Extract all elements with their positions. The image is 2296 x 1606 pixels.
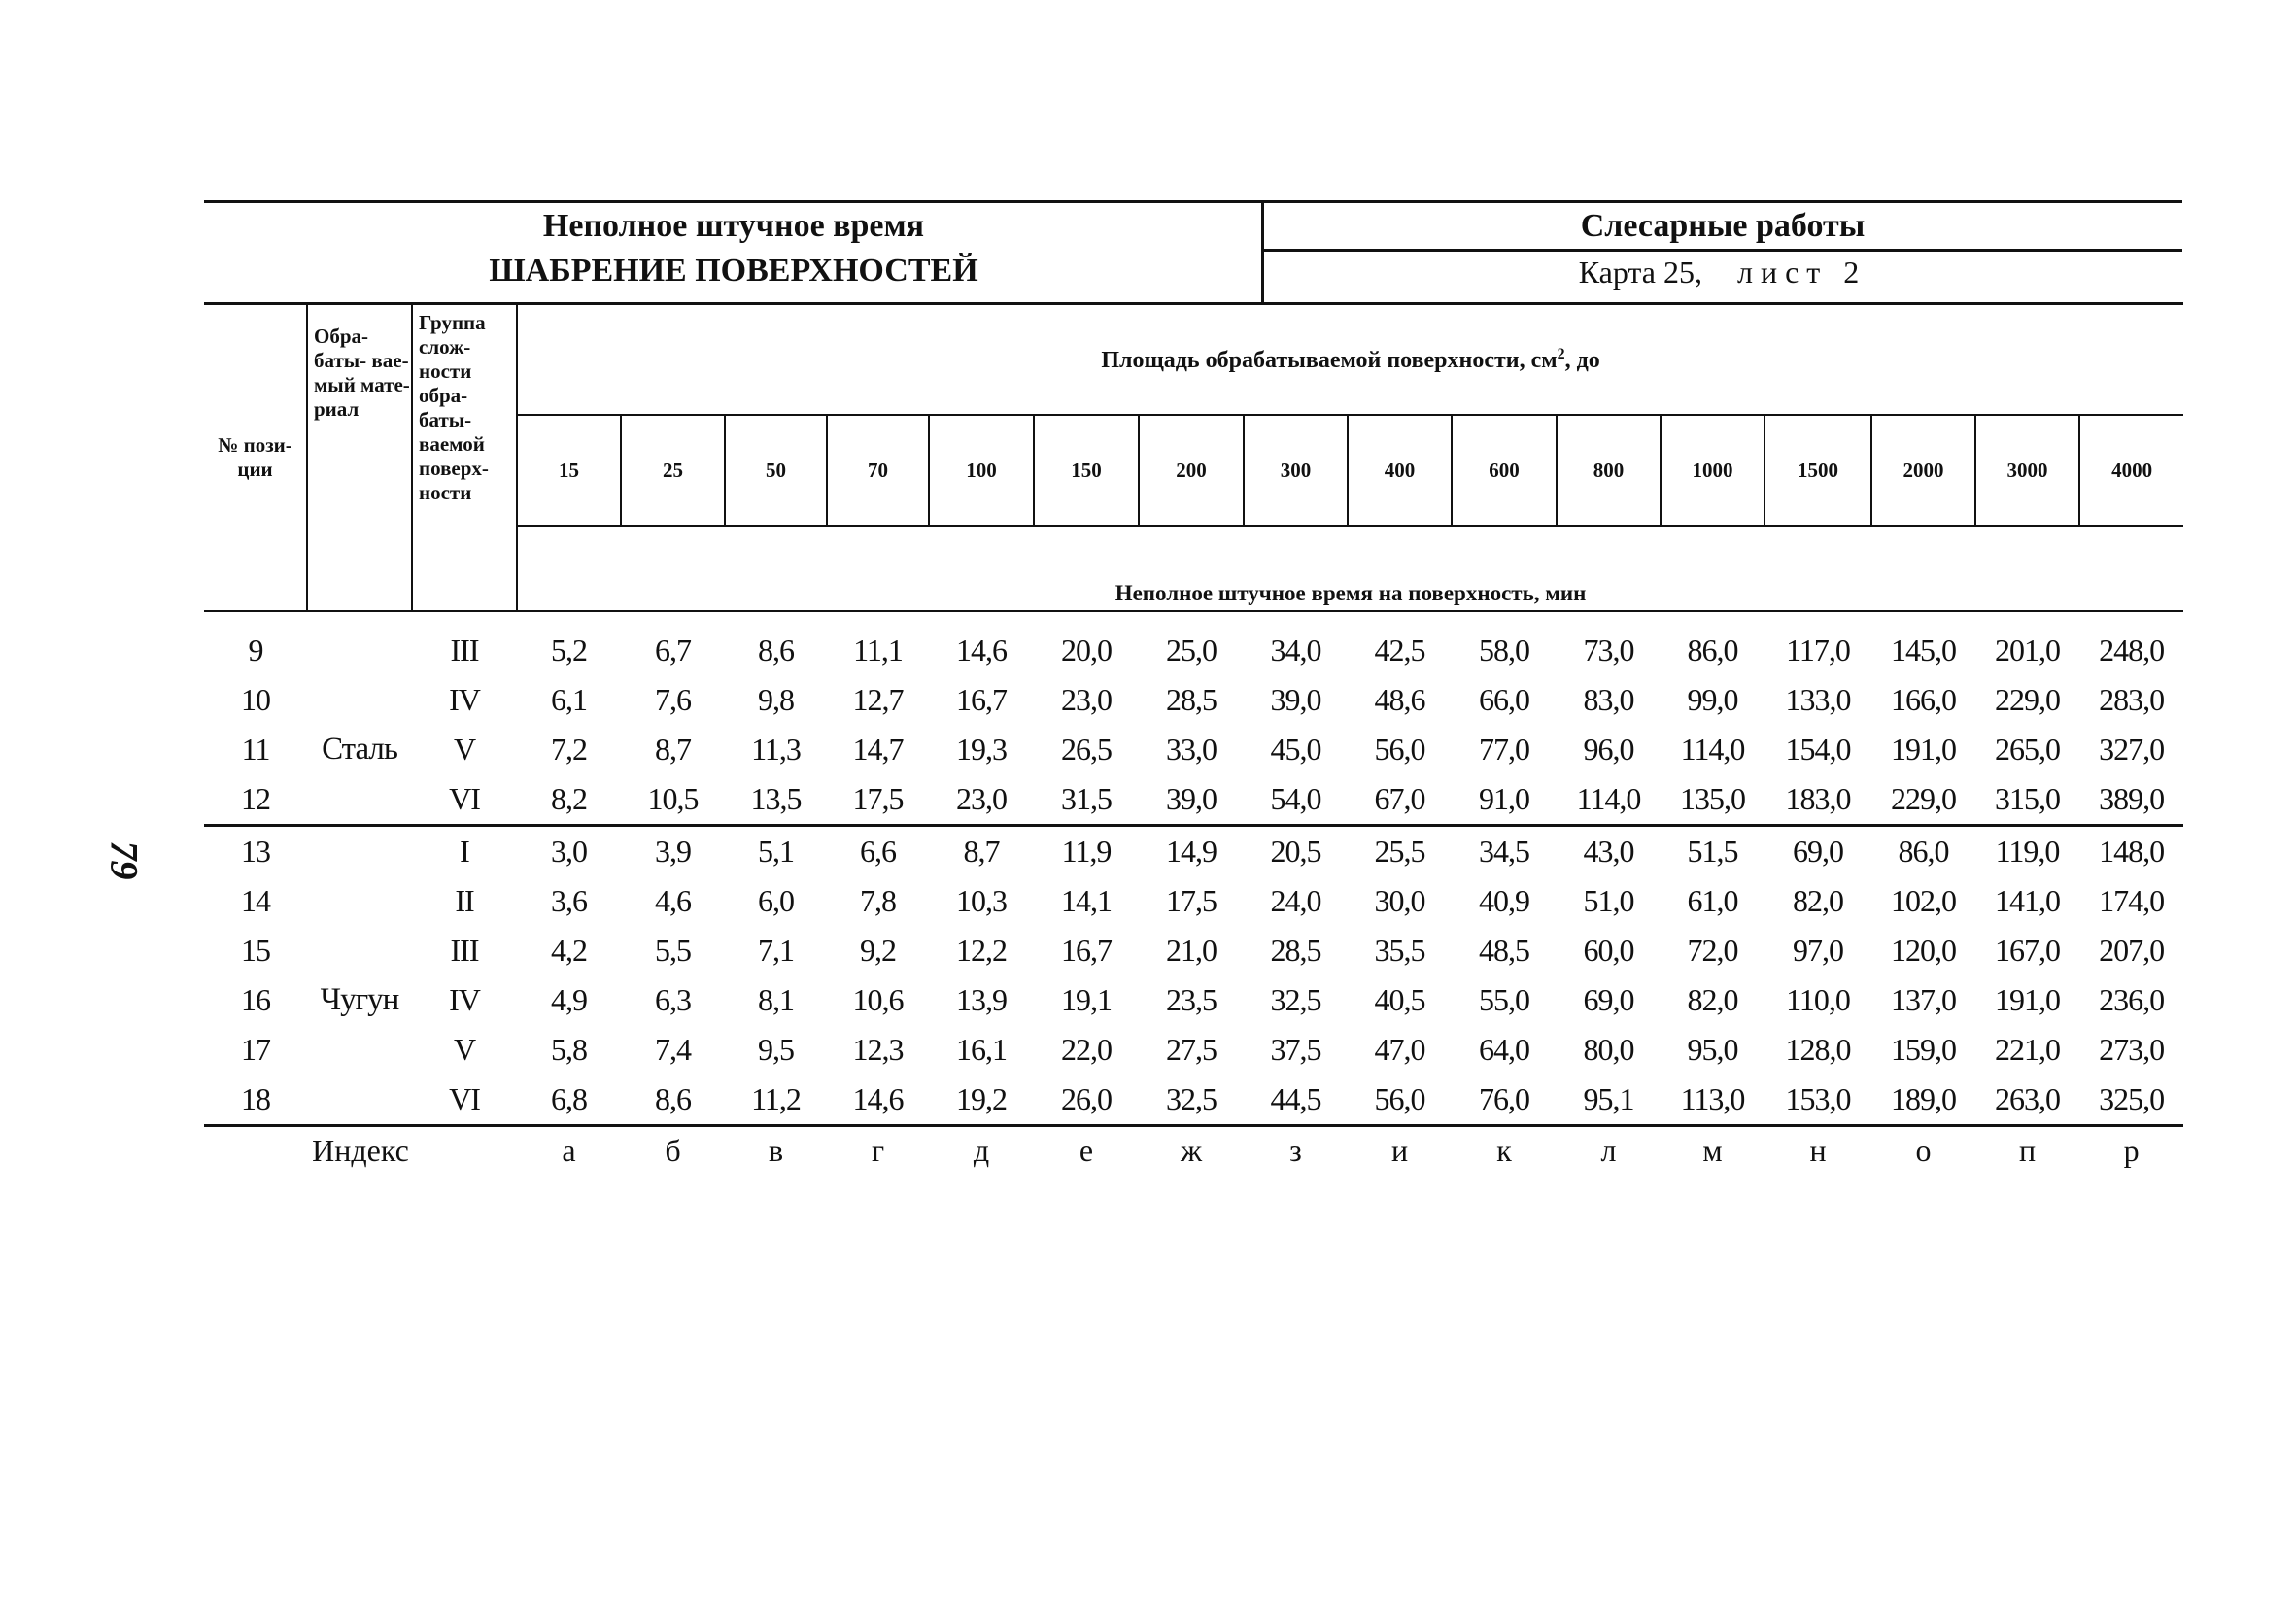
value-cell: 183,0	[1785, 781, 1851, 816]
area-header-cell: 600	[1452, 415, 1557, 526]
value-cell: 207,0	[2099, 933, 2165, 968]
value-cell: 189,0	[1871, 1075, 1975, 1126]
group-cell: IV	[449, 982, 480, 1017]
value-cell: 33,0	[1166, 732, 1217, 767]
value-cell: 5,1	[725, 826, 827, 877]
value-cell: 77,0	[1479, 732, 1529, 767]
value-cell: 58,0	[1479, 632, 1529, 667]
sheet-number: лист 2	[1737, 255, 1868, 290]
value-cell: 17,5	[852, 781, 904, 816]
value-cell: 3,0	[517, 826, 621, 877]
value-cell: 12,7	[852, 682, 904, 717]
value-cell: 229,0	[1891, 781, 1956, 816]
value-cell: 16,7	[956, 682, 1007, 717]
table-body	[204, 611, 2183, 1126]
value-cell: 23,5	[1166, 982, 1217, 1017]
value-cell: 66,0	[1479, 682, 1529, 717]
value-cell: 14,9	[1139, 826, 1244, 877]
value-cell: 22,0	[1061, 1032, 1112, 1067]
table-row	[204, 876, 2183, 926]
area-caption-suffix: , до	[1564, 347, 1600, 373]
value-cell: 48,5	[1479, 933, 1529, 968]
value-cell: 6,7	[655, 632, 691, 667]
area-header-cell: 3000	[1975, 415, 2079, 526]
group-cell: VI	[412, 1075, 517, 1126]
value-cell: 45,0	[1270, 732, 1321, 767]
material-cell-empty	[307, 926, 412, 975]
value-cell: 11,9	[1034, 826, 1139, 877]
group-cell: V	[453, 732, 476, 767]
value-cell: 69,0	[1583, 982, 1634, 1017]
index-row	[204, 1126, 2183, 1175]
value-cell: 229,0	[1995, 682, 2060, 717]
table-row	[204, 725, 2183, 774]
value-cell: 5,8	[551, 1032, 587, 1067]
column-header-material: Обра- баты- вае- мый мате- риал	[307, 304, 412, 612]
value-cell: 4,2	[551, 933, 587, 968]
value-cell: 315,0	[1995, 781, 2060, 816]
value-cell: 10,6	[852, 982, 904, 1017]
material-cell-empty	[307, 611, 412, 675]
group-cell: V	[453, 1032, 476, 1067]
position-cell: 17	[241, 1032, 270, 1067]
position-cell: 14	[241, 883, 270, 918]
value-cell: 9,2	[860, 933, 896, 968]
table-row	[204, 1025, 2183, 1075]
value-cell: 325,0	[2079, 1075, 2183, 1126]
value-cell: 28,5	[1270, 933, 1321, 968]
area-header-cell: 2000	[1871, 415, 1975, 526]
value-cell: 110,0	[1786, 982, 1850, 1017]
value-cell: 37,5	[1270, 1032, 1321, 1067]
value-cell: 9,8	[758, 682, 794, 717]
index-letter: в	[768, 1132, 784, 1168]
value-cell: 9,5	[758, 1032, 794, 1067]
position-cell: 9	[248, 632, 263, 667]
area-header-cell: 150	[1034, 415, 1139, 526]
value-cell: 47,0	[1374, 1032, 1425, 1067]
index-label: Индекс	[312, 1132, 409, 1168]
table-row	[204, 1075, 2183, 1126]
value-cell: 5,2	[551, 632, 587, 667]
title-line1: Неполное штучное время	[542, 208, 925, 244]
value-cell: 31,5	[1061, 781, 1112, 816]
value-cell: 7,2	[551, 732, 587, 767]
position-cell: 16	[241, 982, 270, 1017]
value-cell: 145,0	[1891, 632, 1956, 667]
value-cell: 19,1	[1061, 982, 1112, 1017]
value-cell: 263,0	[1975, 1075, 2079, 1126]
value-cell: 120,0	[1891, 933, 1956, 968]
area-header-cell: 50	[725, 415, 827, 526]
area-caption-sup: 2	[1557, 345, 1565, 362]
value-cell: 14,7	[852, 732, 904, 767]
table-row	[204, 611, 2183, 675]
value-cell: 55,0	[1479, 982, 1529, 1017]
group-cell: III	[450, 632, 479, 667]
norms-table	[204, 302, 2183, 1174]
value-cell: 19,3	[956, 732, 1007, 767]
value-cell: 117,0	[1786, 632, 1850, 667]
title-line2: ШАБРЕНИЕ ПОВЕРХНОСТЕЙ	[489, 253, 978, 289]
value-cell: 39,0	[1166, 781, 1217, 816]
value-cell: 154,0	[1785, 732, 1851, 767]
value-cell: 44,5	[1244, 1075, 1348, 1126]
value-cell: 8,7	[929, 826, 1034, 877]
value-cell: 102,0	[1891, 883, 1956, 918]
value-cell: 61,0	[1687, 883, 1738, 918]
index-letter: и	[1390, 1132, 1409, 1168]
value-cell: 7,4	[655, 1032, 691, 1067]
position-cell: 15	[241, 933, 270, 968]
index-letter: а	[562, 1132, 576, 1168]
value-cell: 20,5	[1244, 826, 1348, 877]
value-cell: 8,2	[551, 781, 587, 816]
position-cell: 13	[204, 826, 307, 877]
value-cell: 83,0	[1583, 682, 1634, 717]
value-cell: 3,9	[621, 826, 725, 877]
group-cell: II	[455, 883, 474, 918]
index-letter: н	[1809, 1132, 1827, 1168]
position-cell: 11	[241, 732, 270, 767]
value-cell: 16,1	[956, 1032, 1007, 1067]
value-cell: 135,0	[1680, 781, 1745, 816]
value-cell: 5,5	[655, 933, 691, 968]
material-cell-empty	[307, 675, 412, 725]
header-right-rule	[1263, 249, 2182, 252]
value-cell: 283,0	[2099, 682, 2165, 717]
value-cell: 86,0	[1871, 826, 1975, 877]
value-cell: 25,0	[1166, 632, 1217, 667]
value-cell: 6,6	[827, 826, 929, 877]
position-cell: 12	[241, 781, 270, 816]
value-cell: 27,5	[1166, 1032, 1217, 1067]
index-letter: г	[871, 1132, 885, 1168]
value-cell: 7,1	[758, 933, 794, 968]
value-cell: 86,0	[1687, 632, 1738, 667]
value-cell: 13,5	[750, 781, 802, 816]
value-cell: 82,0	[1793, 883, 1843, 918]
value-cell: 3,6	[551, 883, 587, 918]
index-letter: к	[1496, 1132, 1512, 1168]
value-cell: 248,0	[2099, 632, 2165, 667]
value-cell: 40,5	[1374, 982, 1425, 1017]
header-top-rule	[204, 200, 2182, 203]
index-letter: з	[1289, 1132, 1302, 1168]
value-cell: 23,0	[956, 781, 1007, 816]
value-cell: 34,5	[1452, 826, 1557, 877]
value-cell: 82,0	[1687, 982, 1738, 1017]
value-cell: 11,3	[751, 732, 801, 767]
value-cell: 273,0	[2099, 1032, 2165, 1067]
value-cell: 80,0	[1583, 1032, 1634, 1067]
area-header-cell: 400	[1348, 415, 1452, 526]
index-letter: м	[1702, 1132, 1723, 1168]
value-cell: 21,0	[1166, 933, 1217, 968]
value-cell: 73,0	[1583, 632, 1634, 667]
value-cell: 4,9	[551, 982, 587, 1017]
value-cell: 72,0	[1687, 933, 1738, 968]
value-cell: 16,7	[1061, 933, 1112, 968]
material-cell-empty	[307, 826, 412, 877]
value-cell: 11,2	[725, 1075, 827, 1126]
value-cell: 10,3	[956, 883, 1007, 918]
position-cell: 10	[241, 682, 270, 717]
index-letter: л	[1600, 1132, 1617, 1168]
value-cell: 13,9	[956, 982, 1007, 1017]
value-cell: 20,0	[1061, 632, 1112, 667]
material-cell: Сталь	[322, 732, 397, 767]
value-cell: 30,0	[1374, 883, 1425, 918]
value-cell: 26,5	[1061, 732, 1112, 767]
index-letter: р	[2123, 1132, 2140, 1168]
value-cell: 166,0	[1891, 682, 1956, 717]
value-cell: 236,0	[2099, 982, 2165, 1017]
value-cell: 14,6	[827, 1075, 929, 1126]
group-cell: I	[412, 826, 517, 877]
value-cell: 23,0	[1061, 682, 1112, 717]
value-cell: 114,0	[1576, 781, 1641, 816]
value-cell: 14,6	[956, 632, 1007, 667]
value-cell: 10,5	[647, 781, 699, 816]
card-info	[1263, 255, 2182, 290]
value-cell: 43,0	[1557, 826, 1661, 877]
value-cell: 4,6	[655, 883, 691, 918]
department-title: Слесарные работы	[1580, 208, 1866, 244]
value-cell: 6,8	[517, 1075, 621, 1126]
value-cell: 91,0	[1479, 781, 1529, 816]
index-letter: о	[1915, 1132, 1932, 1168]
material-cell: Чугун	[320, 982, 399, 1017]
value-cell: 56,0	[1374, 732, 1425, 767]
value-cell: 159,0	[1891, 1032, 1956, 1067]
value-cell: 48,6	[1374, 682, 1425, 717]
value-cell: 137,0	[1891, 982, 1956, 1017]
value-cell: 174,0	[2099, 883, 2165, 918]
value-cell: 327,0	[2099, 732, 2165, 767]
value-cell: 24,0	[1270, 883, 1321, 918]
value-cell: 35,5	[1374, 933, 1425, 968]
value-cell: 54,0	[1270, 781, 1321, 816]
value-cell: 114,0	[1680, 732, 1745, 767]
area-header-cell: 200	[1139, 415, 1244, 526]
value-cell: 51,5	[1661, 826, 1765, 877]
value-cell: 56,0	[1348, 1075, 1452, 1126]
area-header-cell: 1500	[1765, 415, 1871, 526]
value-cell: 113,0	[1661, 1075, 1765, 1126]
material-cell-empty	[307, 1075, 412, 1126]
value-cell: 19,2	[929, 1075, 1034, 1126]
value-cell: 60,0	[1583, 933, 1634, 968]
value-cell: 221,0	[1995, 1032, 2060, 1067]
index-letter: е	[1079, 1132, 1094, 1168]
table-row	[204, 675, 2183, 725]
value-cell: 8,6	[621, 1075, 725, 1126]
group-cell: VI	[449, 781, 480, 816]
value-cell: 28,5	[1166, 682, 1217, 717]
value-cell: 42,5	[1374, 632, 1425, 667]
area-header-cell: 15	[517, 415, 621, 526]
index-letter: д	[973, 1132, 990, 1168]
value-cell: 6,3	[655, 982, 691, 1017]
value-cell: 8,6	[758, 632, 794, 667]
value-cell: 265,0	[1995, 732, 2060, 767]
index-section	[204, 1126, 2183, 1175]
value-cell: 95,0	[1687, 1032, 1738, 1067]
group-cell: IV	[449, 682, 480, 717]
area-caption	[517, 304, 2183, 416]
value-cell: 32,5	[1139, 1075, 1244, 1126]
material-cell-empty	[307, 876, 412, 926]
value-cell: 148,0	[2079, 826, 2183, 877]
area-caption-text: Площадь обрабатываемой поверхности, см	[1101, 347, 1558, 373]
table-row	[204, 826, 2183, 877]
index-letter: п	[2018, 1132, 2037, 1168]
area-header-cell: 70	[827, 415, 929, 526]
column-header-group: Группа слож- ности обра- баты- ваемой поверх- ности	[412, 304, 517, 612]
value-cell: 8,1	[758, 982, 794, 1017]
value-cell: 119,0	[1975, 826, 2079, 877]
group-cell: III	[450, 933, 479, 968]
value-cell: 40,9	[1479, 883, 1529, 918]
value-cell: 17,5	[1166, 883, 1217, 918]
value-cell: 12,2	[956, 933, 1007, 968]
value-cell: 201,0	[1995, 632, 2060, 667]
value-cell: 51,0	[1583, 883, 1634, 918]
value-cell: 6,0	[758, 883, 794, 918]
value-cell: 76,0	[1452, 1075, 1557, 1126]
value-cell: 67,0	[1374, 781, 1425, 816]
material-cell-empty	[307, 1025, 412, 1075]
value-cell: 26,0	[1034, 1075, 1139, 1126]
card-number: Карта 25,	[1578, 255, 1702, 290]
value-cell: 6,1	[551, 682, 587, 717]
value-cell: 167,0	[1995, 933, 2060, 968]
table-head	[204, 304, 2183, 612]
value-cell: 12,3	[852, 1032, 904, 1067]
value-cell: 69,0	[1765, 826, 1871, 877]
area-header-cell: 4000	[2079, 415, 2183, 526]
value-cell: 133,0	[1785, 682, 1851, 717]
index-letter: б	[665, 1132, 681, 1168]
value-cell: 191,0	[1995, 982, 2060, 1017]
index-letter: ж	[1180, 1132, 1203, 1168]
value-cell: 7,8	[860, 883, 896, 918]
value-cell: 34,0	[1270, 632, 1321, 667]
value-cell: 8,7	[655, 732, 691, 767]
value-cell: 128,0	[1785, 1032, 1851, 1067]
page-number: 79	[102, 840, 147, 880]
value-cell: 32,5	[1270, 982, 1321, 1017]
value-cell: 96,0	[1583, 732, 1634, 767]
value-cell: 141,0	[1995, 883, 2060, 918]
area-header-cell: 1000	[1661, 415, 1765, 526]
area-header-cell: 25	[621, 415, 725, 526]
value-cell: 97,0	[1793, 933, 1843, 968]
value-cell: 99,0	[1687, 682, 1738, 717]
column-header-position: № пози- ции	[204, 304, 307, 612]
value-cell: 389,0	[2099, 781, 2165, 816]
document-header	[204, 200, 2182, 302]
material-cell-empty	[307, 774, 412, 826]
area-header-cell: 800	[1557, 415, 1661, 526]
value-cell: 191,0	[1891, 732, 1956, 767]
value-cell: 11,1	[853, 632, 903, 667]
value-cell: 39,0	[1270, 682, 1321, 717]
value-cell: 95,1	[1557, 1075, 1661, 1126]
value-cell: 64,0	[1479, 1032, 1529, 1067]
table-row	[204, 975, 2183, 1025]
table-row	[204, 774, 2183, 826]
value-cell: 14,1	[1061, 883, 1112, 918]
area-header-cell: 100	[929, 415, 1034, 526]
value-cell: 153,0	[1765, 1075, 1871, 1126]
value-cell: 25,5	[1348, 826, 1452, 877]
value-cell: 7,6	[655, 682, 691, 717]
time-caption: Неполное штучное время на поверхность, мин	[517, 526, 2183, 611]
area-header-cell: 300	[1244, 415, 1348, 526]
position-cell: 18	[204, 1075, 307, 1126]
table-row	[204, 926, 2183, 975]
